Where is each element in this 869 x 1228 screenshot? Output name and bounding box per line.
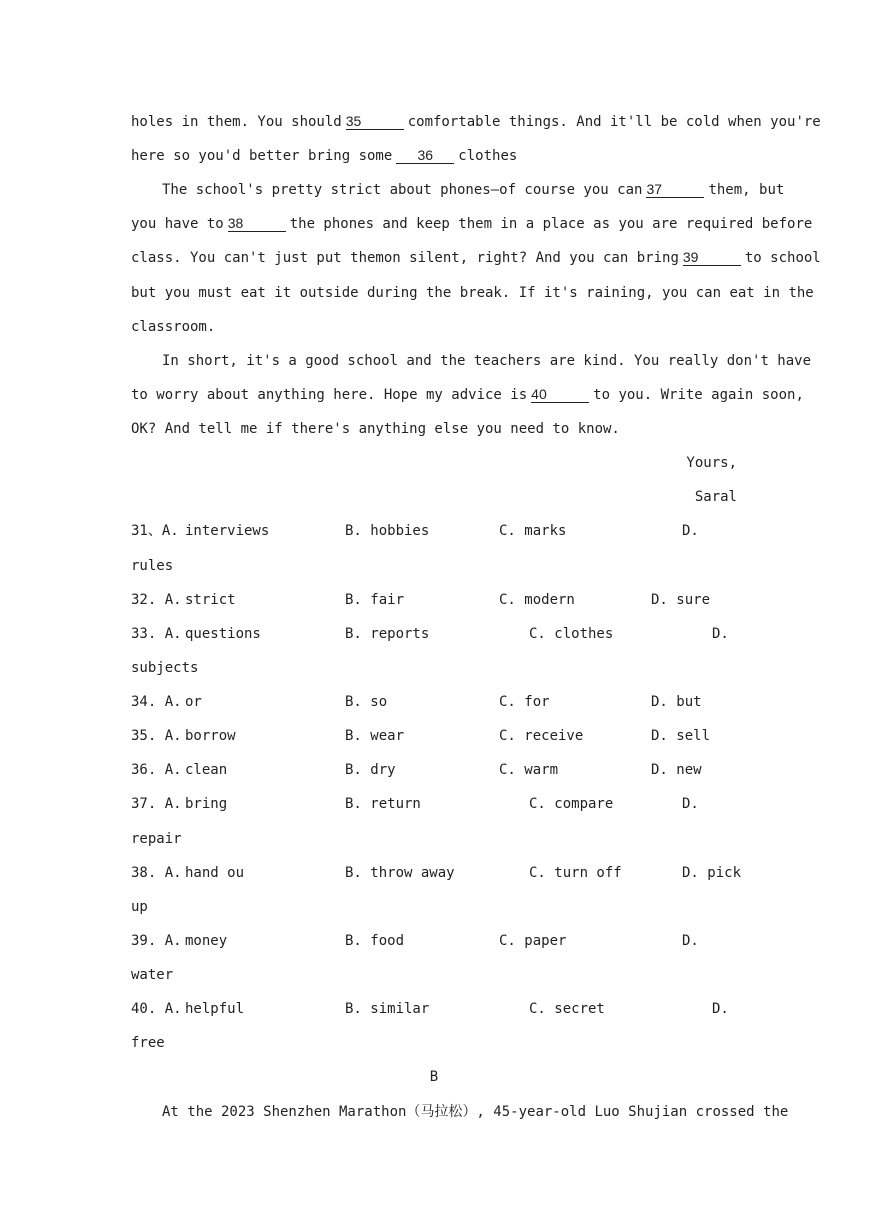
option-d: D. bbox=[682, 933, 699, 949]
question-number: 31、A. bbox=[131, 523, 179, 539]
option-b: B. dry bbox=[345, 762, 396, 778]
passage-line-3: The school's pretty strict about phones—of course you can 37 them, but bbox=[162, 181, 785, 198]
option-d: D. sell bbox=[651, 728, 711, 744]
option-b: B. food bbox=[345, 933, 405, 949]
option-b: B. return bbox=[345, 796, 421, 812]
option-a: hand ou bbox=[185, 865, 245, 881]
question-number: 35. A. bbox=[131, 728, 182, 744]
option-d: D. but bbox=[651, 694, 702, 710]
section-heading: B bbox=[429, 1069, 439, 1085]
option-d-wrap: subjects bbox=[131, 660, 199, 676]
option-d: D. pick bbox=[682, 865, 742, 881]
option-c: C. secret bbox=[529, 1001, 605, 1017]
option-d-wrap: repair bbox=[131, 831, 182, 847]
option-b: B. wear bbox=[345, 728, 405, 744]
question-number: 38. A. bbox=[131, 865, 182, 881]
option-a: interviews bbox=[185, 523, 270, 539]
option-c: C. turn off bbox=[529, 865, 622, 881]
question-number: 40. A. bbox=[131, 1001, 182, 1017]
passage-line-5: class. You can't just put themon silent, right? And you can bring 39 to school bbox=[131, 249, 821, 266]
blank-39: 39 bbox=[683, 249, 741, 266]
blank-37: 37 bbox=[646, 181, 704, 198]
question-number: 39. A. bbox=[131, 933, 182, 949]
option-b: B. reports bbox=[345, 626, 430, 642]
blank-38: 38 bbox=[228, 215, 286, 232]
blank-40: 40 bbox=[531, 386, 589, 403]
section-b-line-1: At the 2023 Shenzhen Marathon（马拉松）, 45-year-old Luo Shujian crossed the bbox=[162, 1104, 789, 1120]
question-number: 36. A. bbox=[131, 762, 182, 778]
question-number: 34. A. bbox=[131, 694, 182, 710]
option-d: D. bbox=[682, 523, 699, 539]
option-c: C. for bbox=[499, 694, 550, 710]
option-c: C. paper bbox=[499, 933, 567, 949]
option-c: C. receive bbox=[499, 728, 584, 744]
option-d: D. bbox=[712, 1001, 729, 1017]
option-d-wrap: water bbox=[131, 967, 174, 983]
letter-signature: Saral bbox=[694, 489, 737, 505]
passage-line-1: holes in them. You should 35 comfortable things. And it'll be cold when you're bbox=[131, 113, 821, 130]
option-a: borrow bbox=[185, 728, 236, 744]
option-c: C. marks bbox=[499, 523, 567, 539]
option-a: strict bbox=[185, 592, 236, 608]
question-number: 32. A. bbox=[131, 592, 182, 608]
passage-line-4: you have to 38 the phones and keep them in a place as you are required before bbox=[131, 215, 813, 232]
option-b: B. throw away bbox=[345, 865, 455, 881]
letter-closing: Yours, bbox=[686, 455, 737, 471]
question-number: 33. A. bbox=[131, 626, 182, 642]
question-number: 37. A. bbox=[131, 796, 182, 812]
passage-line-9: to worry about anything here. Hope my advice is 40 to you. Write again soon, bbox=[131, 386, 804, 403]
option-c: C. clothes bbox=[529, 626, 614, 642]
option-c: C. warm bbox=[499, 762, 559, 778]
option-b: B. similar bbox=[345, 1001, 430, 1017]
option-d: D. bbox=[682, 796, 699, 812]
passage-line-7: classroom. bbox=[131, 319, 216, 335]
option-c: C. compare bbox=[529, 796, 614, 812]
option-c: C. modern bbox=[499, 592, 575, 608]
option-a: questions bbox=[185, 626, 261, 642]
option-d: D. bbox=[712, 626, 729, 642]
option-d-wrap: free bbox=[131, 1035, 165, 1051]
option-a: bring bbox=[185, 796, 228, 812]
option-b: B. fair bbox=[345, 592, 405, 608]
blank-36: 36 bbox=[396, 147, 454, 164]
passage-line-10: OK? And tell me if there's anything else you need to know. bbox=[131, 421, 620, 437]
option-a: money bbox=[185, 933, 228, 949]
option-b: B. so bbox=[345, 694, 388, 710]
option-a: or bbox=[185, 694, 202, 710]
passage-line-8: In short, it's a good school and the teachers are kind. You really don't have bbox=[162, 353, 812, 369]
option-a: helpful bbox=[185, 1001, 245, 1017]
option-d-wrap: up bbox=[131, 899, 148, 915]
passage-line-2: here so you'd better bring some 36 clothes bbox=[131, 147, 518, 164]
option-a: clean bbox=[185, 762, 228, 778]
option-d: D. new bbox=[651, 762, 702, 778]
option-d-wrap: rules bbox=[131, 558, 174, 574]
blank-35: 35 bbox=[346, 113, 404, 130]
option-b: B. hobbies bbox=[345, 523, 430, 539]
passage-line-6: but you must eat it outside during the break. If it's raining, you can eat in the bbox=[131, 285, 814, 301]
option-d: D. sure bbox=[651, 592, 711, 608]
